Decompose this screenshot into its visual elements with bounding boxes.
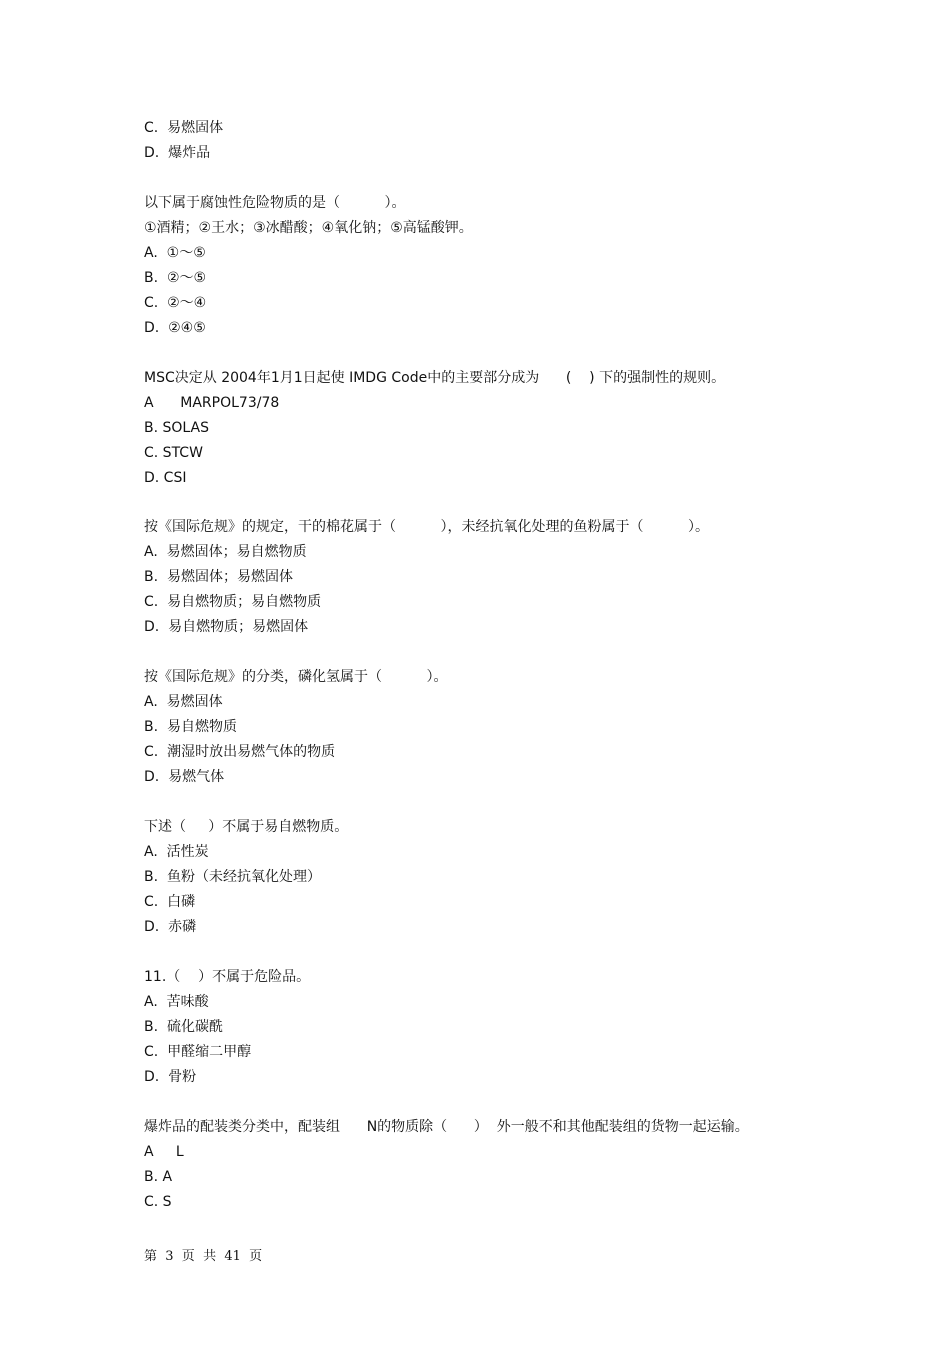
- question-items: ①酒精；②王水；③冰醋酸；④氧化钠；⑤高锰酸钾。: [144, 220, 473, 236]
- option-a: A MARPOL73/78: [144, 395, 280, 411]
- page-number-footer: 第 3 页 共 41 页: [144, 1249, 263, 1264]
- option-b: B. 鱼粉（未经抗氧化处理）: [144, 869, 321, 885]
- question-stem: 以下属于腐蚀性危险物质的是（ ）。: [144, 195, 406, 211]
- option-a: A L: [144, 1144, 184, 1160]
- option-a: A. 易燃固体: [144, 694, 223, 710]
- question-stem: 爆炸品的配装类分类中，配装组 N的物质除（ ） 外一般不和其他配装组的货物一起运输。: [144, 1119, 749, 1135]
- question-stem: 按《国际危规》的分类，磷化氢属于（ ）。: [144, 669, 448, 685]
- question-stem: MSC决定从 2004年1月1日起使 IMDG Code中的主要部分成为 ( ) 下的强制性的规则。: [144, 370, 726, 386]
- option-c: C. 白磷: [144, 894, 196, 910]
- question-stem: 11.（ ）不属于危险品。: [144, 969, 311, 985]
- option-d: D. 赤磷: [144, 919, 197, 935]
- option-d: D. 骨粉: [144, 1069, 197, 1085]
- option-d: D. CSI: [144, 470, 187, 486]
- option-b: B. 硫化碳酰: [144, 1019, 223, 1035]
- option-b: B. SOLAS: [144, 420, 209, 436]
- option-c: C. 潮湿时放出易燃气体的物质: [144, 744, 336, 760]
- option-d: D. 爆炸品: [144, 145, 211, 161]
- option-a: A. ①～⑤: [144, 245, 206, 261]
- option-a: A. 苦味酸: [144, 994, 209, 1010]
- question-stem: 按《国际危规》的规定，干的棉花属于（ ），未经抗氧化处理的鱼粉属于（ ）。: [144, 519, 710, 535]
- option-c: C. S: [144, 1194, 172, 1210]
- option-c: C. ②～④: [144, 295, 207, 311]
- option-c: C. 甲醛缩二甲醇: [144, 1044, 252, 1060]
- option-d: D. ②④⑤: [144, 320, 206, 336]
- option-c: C. STCW: [144, 445, 203, 461]
- option-a: A. 活性炭: [144, 844, 209, 860]
- option-b: B. 易自燃物质: [144, 719, 237, 735]
- option-b: B. A: [144, 1169, 173, 1185]
- option-b: B. ②～⑤: [144, 270, 207, 286]
- option-c: C. 易自燃物质；易自燃物质: [144, 594, 322, 610]
- option-b: B. 易燃固体；易燃固体: [144, 569, 293, 585]
- question-stem: 下述（ ）不属于易自燃物质。: [144, 819, 349, 835]
- option-d: D. 易燃气体: [144, 769, 225, 785]
- option-a: A. 易燃固体；易自燃物质: [144, 544, 307, 560]
- option-d: D. 易自燃物质；易燃固体: [144, 619, 309, 635]
- option-c: C. 易燃固体: [144, 120, 224, 136]
